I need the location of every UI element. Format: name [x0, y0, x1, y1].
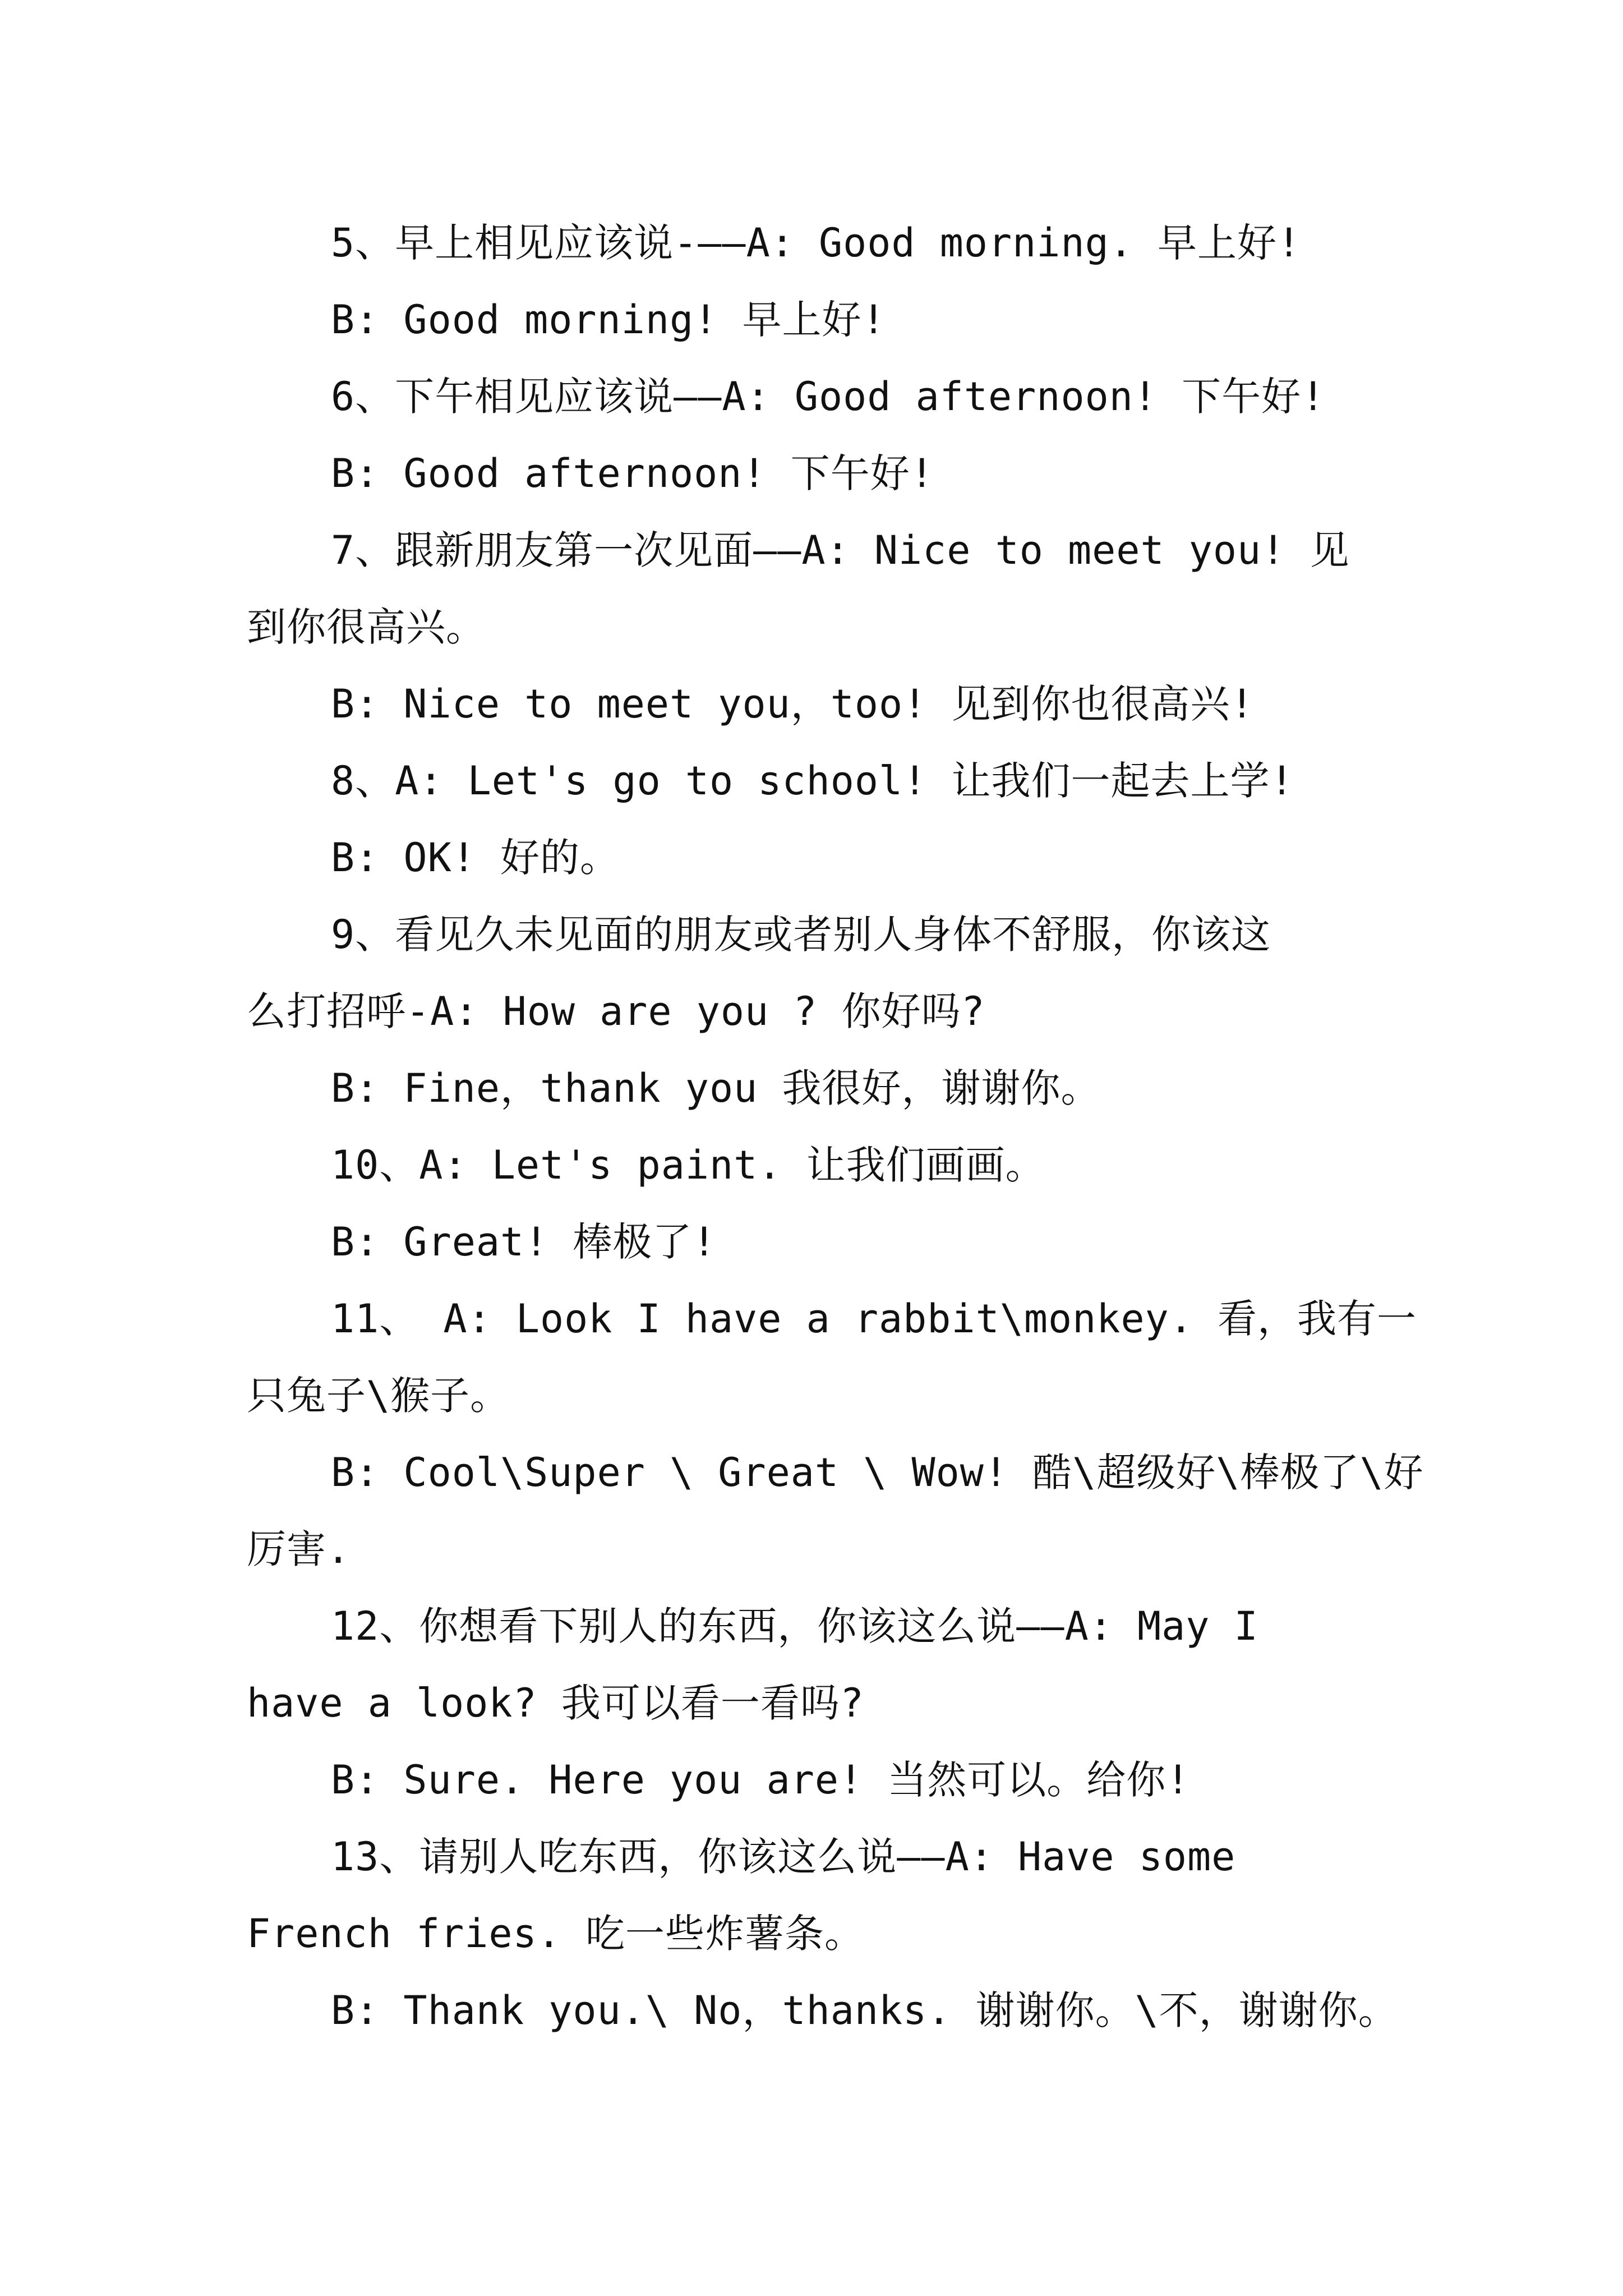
text-line: 11、 A: Look I have a rabbit\monkey. 看，我有一: [331, 1296, 1417, 1342]
text-line: B: Sure. Here you are! 当然可以。给你!: [331, 1757, 1191, 1803]
text-line: B: Good afternoon! 下午好!: [331, 450, 934, 496]
text-line: 9、看见久未见面的朋友或者别人身体不舒服，你该这: [331, 912, 1271, 958]
text-line: 么打招呼-A: How are you ? 你好吗?: [247, 988, 985, 1034]
text-line: 10、A: Let's paint. 让我们画画。: [331, 1142, 1045, 1188]
text-line: have a look? 我可以看一看吗?: [247, 1680, 865, 1726]
text-line: B: Great! 棒极了!: [331, 1219, 717, 1265]
text-line: 到你很高兴。: [247, 604, 486, 650]
text-line: 8、A: Let's go to school! 让我们一起去上学!: [331, 758, 1294, 804]
text-line: 13、请别人吃东西，你该这么说——A: Have some: [331, 1834, 1236, 1880]
text-line: 12、你想看下别人的东西，你该这么说——A: May I: [331, 1603, 1258, 1649]
text-line: 只兔子\猴子。: [247, 1373, 510, 1419]
text-line: French fries. 吃一些炸薯条。: [247, 1911, 865, 1957]
text-line: B: Cool\Super \ Great \ Wow! 酷\超级好\棒极了\好: [331, 1450, 1424, 1496]
text-line: 5、早上相见应该说-——A: Good morning. 早上好!: [331, 220, 1302, 266]
text-line: B: Good morning! 早上好!: [331, 297, 886, 343]
text-line: B: Thank you.\ No，thanks. 谢谢你。\不，谢谢你。: [331, 1987, 1398, 2033]
text-line: B: Nice to meet you，too! 见到你也很高兴!: [331, 681, 1255, 727]
text-line: B: Fine，thank you 我很好，谢谢你。: [331, 1065, 1101, 1111]
text-line: 6、下午相见应该说——A: Good afternoon! 下午好!: [331, 374, 1326, 420]
text-line: 7、跟新朋友第一次见面——A: Nice to meet you! 见: [331, 527, 1350, 573]
text-line: 厉害.: [247, 1526, 351, 1572]
dialogue-text: [247, 205, 1424, 2049]
text-line: B: OK! 好的。: [331, 835, 620, 881]
